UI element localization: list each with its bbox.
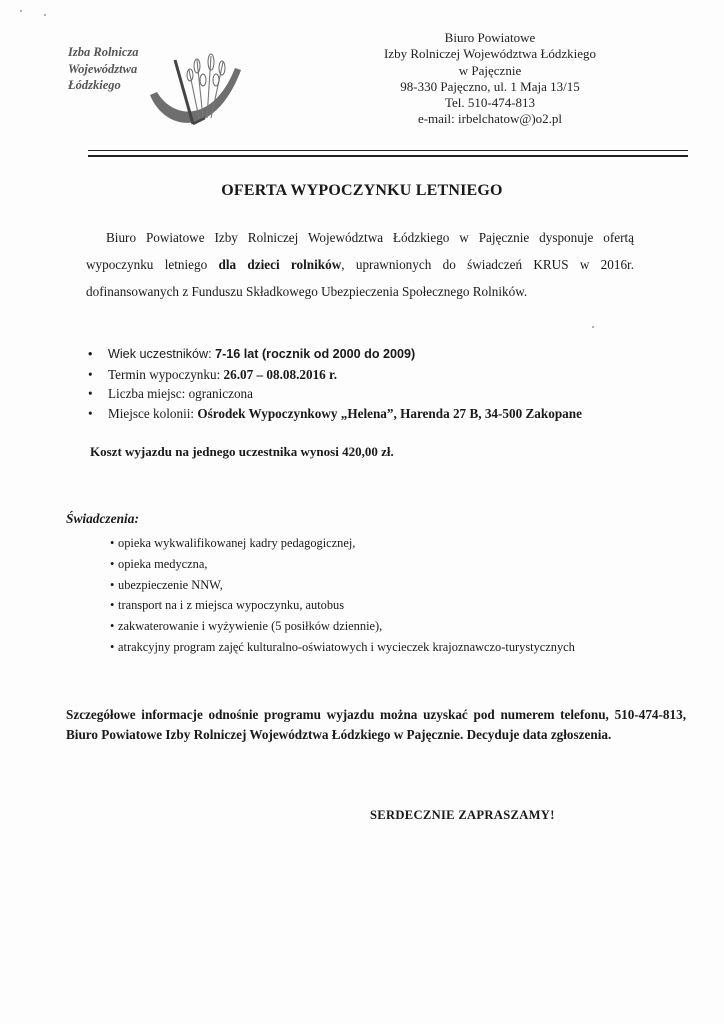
- header-rule-thick: [88, 155, 688, 157]
- location-label: Miejsce kolonii:: [108, 405, 198, 421]
- header-line-4: 98-330 Pajęczno, ul. 1 Maja 13/15: [400, 78, 580, 94]
- header-line-3: w Pajęcznie: [458, 62, 522, 78]
- age-value: 7-16 lat (rocznik od 2000 do 2009): [215, 347, 416, 361]
- intro-text-1: Biuro Powiatowe Izby Rolniczej Województwa Łódzkiego w Pajęcznie dysponuje ofertą wypoczynku letniego: [86, 230, 634, 272]
- benefit-item: • atrakcyjny program zajęć kulturalno-oświatowych i wycieczek krajoznawczo-turystycznych: [110, 637, 710, 658]
- logo-text: [68, 44, 139, 94]
- logo-line-2: Województwa: [68, 61, 138, 76]
- logo-line-1: Izba Rolnicza: [68, 45, 139, 59]
- benefits-list: [110, 533, 710, 658]
- list-item-term: [86, 365, 706, 385]
- list-item-places: [86, 384, 706, 404]
- location-value: Ośrodek Wypoczynkowy „Helena”, Harenda 27 B, 34-500 Zakopane: [197, 405, 582, 421]
- header-line-1: Biuro Powiatowe: [444, 30, 536, 45]
- term-value: 26.07 – 08.08.2016 r.: [223, 366, 337, 382]
- logo-line-3: Łódzkiego: [68, 78, 121, 92]
- office-header: [340, 30, 640, 128]
- header-rule-thin: [88, 150, 688, 151]
- benefits-heading: Świadczenia:: [66, 511, 139, 526]
- scan-speck: [592, 326, 594, 328]
- list-item-age: [86, 345, 706, 365]
- places-label: Liczba miejsc:: [108, 386, 189, 401]
- page-title: OFERTA WYPOCZYNKU LETNIEGO: [221, 182, 503, 199]
- chamber-logo-icon: [145, 40, 245, 140]
- list-item-location: [86, 404, 706, 424]
- cost-line: Koszt wyjazdu na jednego uczestnika wynosi 420,00 zł.: [90, 444, 394, 459]
- intro-paragraph: [86, 224, 634, 305]
- closing-invitation: SERDECZNIE ZAPRASZAMY!: [370, 808, 555, 822]
- intro-text-2: , uprawnionych do świadczeń KRUS w 2016r. dofinansowanych z Funduszu Składkowego Ubezpieczenia Społecznego Rolników.: [86, 257, 635, 299]
- header-line-6: e-mail: irbelchatow@)o2.pl: [417, 111, 563, 127]
- header-line-2: Izby Rolniczej Województwa Łódzkiego: [383, 46, 597, 62]
- age-label: Wiek uczestników:: [108, 347, 216, 361]
- benefit-item: • ubezpieczenie NNW,: [110, 575, 710, 596]
- benefit-item: • opieka medyczna,: [110, 554, 710, 575]
- benefit-item: • transport na i z miejsca wypoczynku, autobus: [110, 595, 710, 616]
- intro-bold: dla dzieci rolników: [218, 257, 342, 272]
- header-line-5: Tel. 510-474-813: [444, 95, 536, 111]
- term-label: Termin wypoczynku:: [108, 366, 224, 382]
- contact-details-paragraph: Szczegółowe informacje odnośnie programu wyjazdu można uzyskać pod numerem telefonu, 510-474-813, Biuro Powiatowe Izby Rolniczej Województwa Łódzkiego w Pajęcznie. Decyduje data zgłoszenia.: [66, 707, 686, 742]
- scan-speck: [20, 10, 22, 12]
- benefit-item: • zakwaterowanie i wyżywienie (5 posiłków dziennie),: [110, 616, 710, 637]
- benefit-item: • opieka wykwalifikowanej kadry pedagogicznej,: [110, 533, 710, 554]
- scan-speck: [44, 14, 46, 16]
- places-value: ograniczona: [188, 386, 253, 401]
- offer-details-list: [86, 345, 706, 423]
